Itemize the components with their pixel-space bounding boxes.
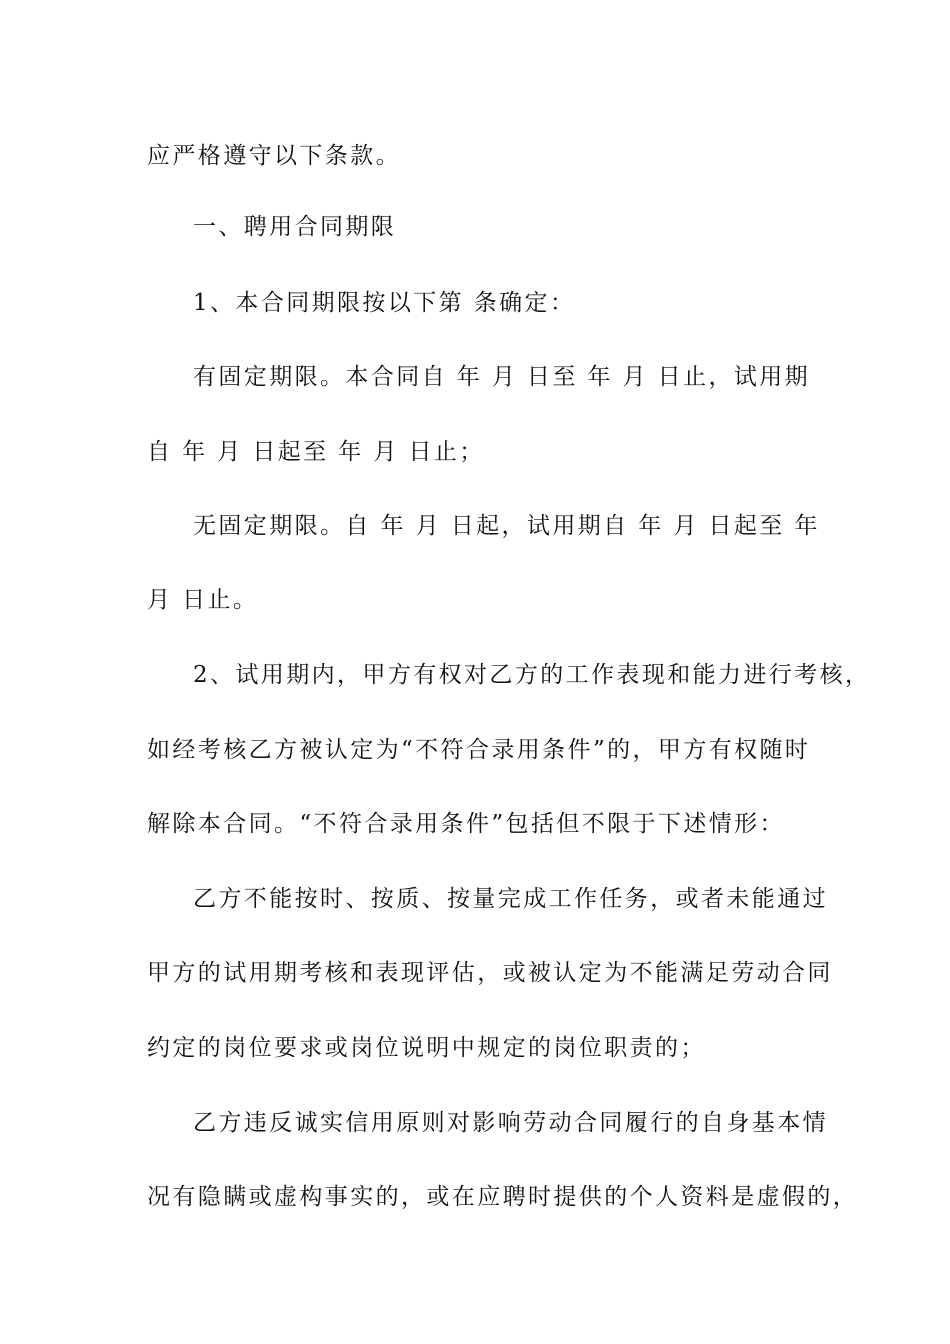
text-line: 乙方违反诚实信用原则对影响劳动合同履行的自身基本情 <box>193 1110 828 1136</box>
clause-2: 2、试用期内，甲方有权对乙方的工作表现和能力进行考核， <box>193 662 871 688</box>
text-line: 无固定期限。自 年 月 日起，试用期自 年 月 日起至 年 <box>193 513 820 539</box>
section-heading: 一、聘用合同期限 <box>193 214 397 240</box>
text-line: 如经考核乙方被认定为“不符合录用条件”的，甲方有权随时 <box>147 737 811 763</box>
text-line: 应严格遵守以下条款。 <box>147 143 401 169</box>
text-line: 约定的岗位要求或岗位说明中规定的岗位职责的； <box>147 1035 706 1061</box>
text-line: 自 年 月 日起至 年 月 日止； <box>147 439 485 465</box>
clause-1: 1、本合同期限按以下第 条确定： <box>193 290 576 316</box>
text-line: 况有隐瞒或虚构事实的，或在应聘时提供的个人资料是虚假的， <box>147 1184 859 1210</box>
text-line: 有固定期限。本合同自 年 月 日至 年 月 日止，试用期 <box>193 364 811 390</box>
text-line: 解除本合同。“不符合录用条件”包括但不限于下述情形： <box>147 811 785 837</box>
text-line: 乙方不能按时、按质、按量完成工作任务，或者未能通过 <box>193 886 828 912</box>
text-line: 甲方的试用期考核和表现评估，或被认定为不能满足劳动合同 <box>147 960 833 986</box>
text-line: 月 日止。 <box>147 587 259 613</box>
